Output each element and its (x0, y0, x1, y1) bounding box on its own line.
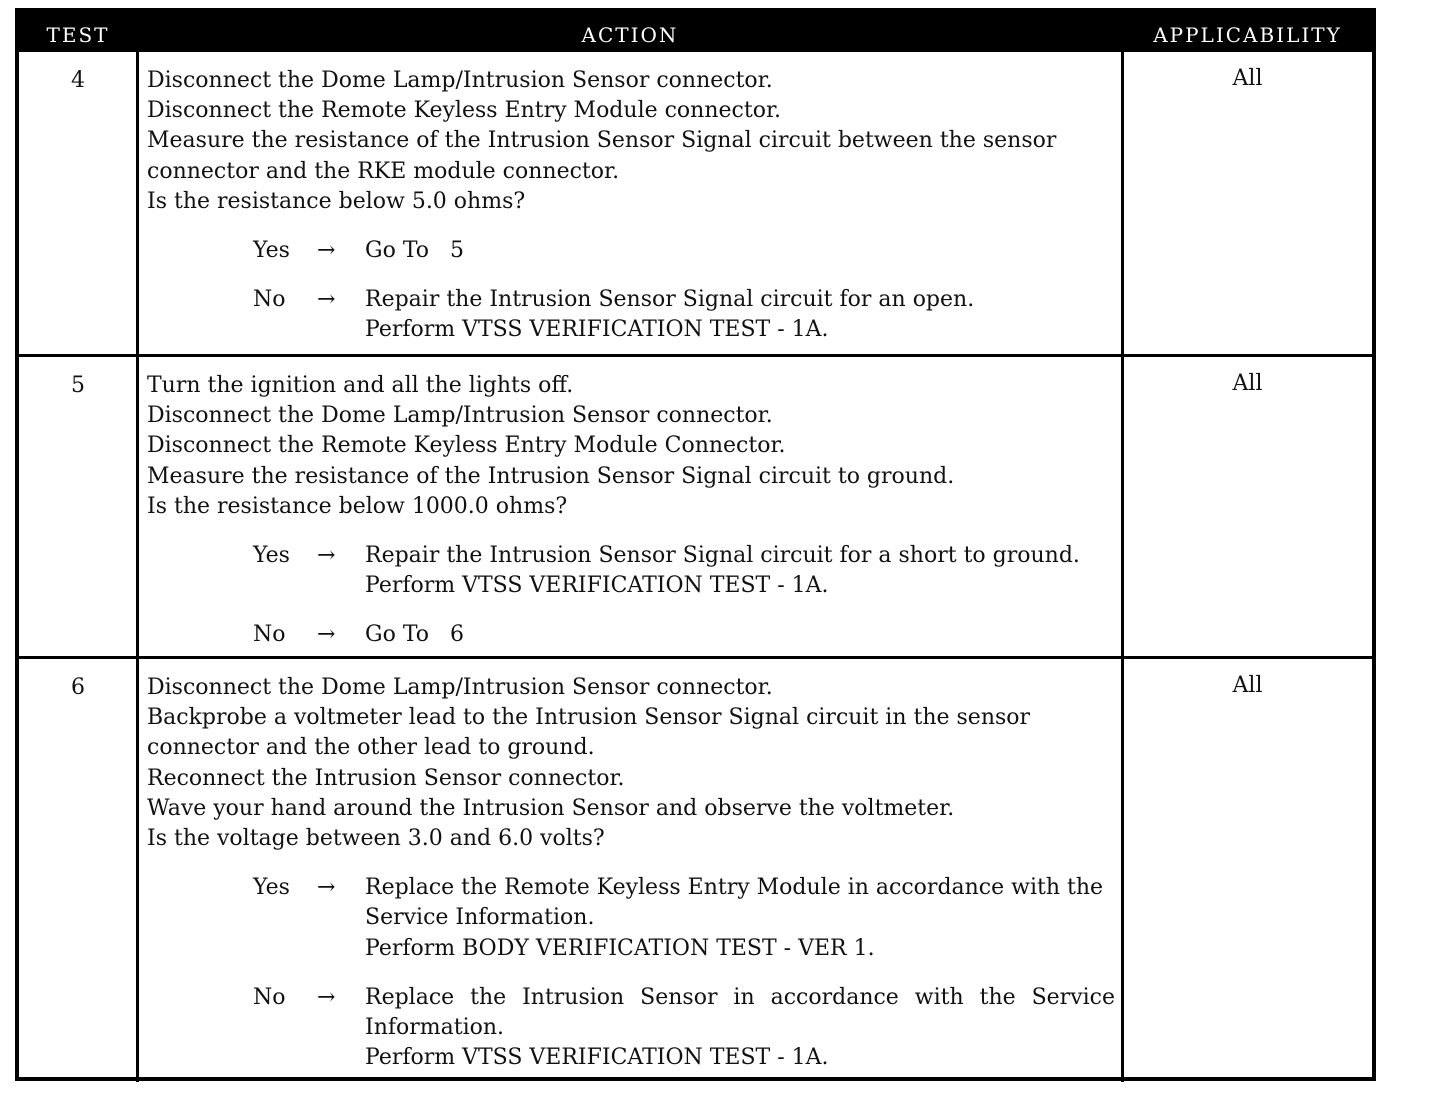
action-line: Reconnect the Intrusion Sensor connector. (147, 765, 625, 791)
action-line: Disconnect the Dome Lamp/Intrusion Sensor connector. (147, 403, 773, 429)
action-text (147, 673, 1115, 1073)
table-header (19, 14, 1372, 52)
table-row (19, 52, 1372, 354)
table-row (19, 357, 1372, 656)
action-line: Disconnect the Remote Keyless Entry Module connector. (147, 98, 782, 124)
action-line: Backprobe a voltmeter lead to the Intrusion Sensor Signal circuit in the sensor (147, 705, 1031, 731)
yes-step (147, 541, 1115, 601)
arrow-icon: → (317, 543, 336, 569)
applicability-value: All (1232, 673, 1263, 698)
no-label: No (253, 287, 286, 313)
step-line: Go To 6 (365, 622, 464, 648)
diagnostic-table (15, 8, 1376, 1081)
yes-label: Yes (253, 543, 290, 569)
step-line: Replace the Remote Keyless Entry Module in accordance with the (365, 875, 1104, 901)
action-line: connector and the RKE module connector. (147, 158, 620, 184)
test-number: 5 (71, 373, 85, 398)
step-line: Service Information. (365, 905, 595, 931)
action-line: Is the voltage between 3.0 and 6.0 volts? (147, 826, 605, 852)
action-line: Is the resistance below 1000.0 ohms? (147, 493, 568, 519)
no-step (147, 620, 1115, 650)
no-step (147, 983, 1115, 1074)
action-line: Disconnect the Dome Lamp/Intrusion Sensor connector. (147, 675, 773, 700)
no-label: No (253, 984, 286, 1010)
step-line: Perform VTSS VERIFICATION TEST - 1A. (365, 573, 829, 599)
action-text (147, 66, 1115, 346)
no-label: No (253, 622, 286, 648)
header-test: TEST (46, 23, 110, 47)
step-line: Repair the Intrusion Sensor Signal circuit for an open. (365, 287, 975, 313)
step-line: Go To 5 (365, 238, 464, 264)
applicability-value: All (1232, 66, 1263, 91)
step-line: Information. (365, 1015, 505, 1041)
test-number: 6 (71, 675, 85, 700)
action-line: Turn the ignition and all the lights off. (147, 373, 574, 398)
applicability-value: All (1232, 371, 1263, 396)
step-line: Repair the Intrusion Sensor Signal circuit for a short to ground. (365, 543, 1080, 569)
action-line: Is the resistance below 5.0 ohms? (147, 188, 526, 214)
yes-label: Yes (253, 238, 290, 264)
action-text (147, 371, 1115, 651)
action-line: Disconnect the Remote Keyless Entry Module Connector. (147, 433, 786, 459)
arrow-icon: → (317, 984, 336, 1010)
action-line: Wave your hand around the Intrusion Sensor and observe the voltmeter. (147, 795, 955, 821)
step-line: Perform VTSS VERIFICATION TEST - 1A. (365, 317, 829, 343)
yes-step (147, 873, 1115, 964)
arrow-icon: → (317, 287, 336, 313)
step-line: Perform VTSS VERIFICATION TEST - 1A. (365, 1045, 829, 1071)
yes-label: Yes (253, 875, 290, 901)
arrow-icon: → (317, 622, 336, 648)
step-line: Perform BODY VERIFICATION TEST - VER 1. (365, 935, 875, 961)
header-action: ACTION (581, 23, 679, 47)
action-line: Measure the resistance of the Intrusion Sensor Signal circuit to ground. (147, 463, 955, 489)
no-step (147, 285, 1115, 345)
action-line: connector and the other lead to ground. (147, 735, 595, 761)
arrow-icon: → (317, 875, 336, 901)
header-applicability: APPLICABILITY (1153, 23, 1342, 47)
arrow-icon: → (317, 238, 336, 264)
step-line: Replace the Intrusion Sensor in accordance with the Service (365, 984, 1115, 1010)
action-line: Disconnect the Dome Lamp/Intrusion Sensor connector. (147, 68, 773, 93)
yes-step (147, 236, 1115, 266)
table-row (19, 659, 1372, 1079)
test-number: 4 (71, 68, 85, 93)
action-line: Measure the resistance of the Intrusion Sensor Signal circuit between the sensor (147, 128, 1057, 154)
